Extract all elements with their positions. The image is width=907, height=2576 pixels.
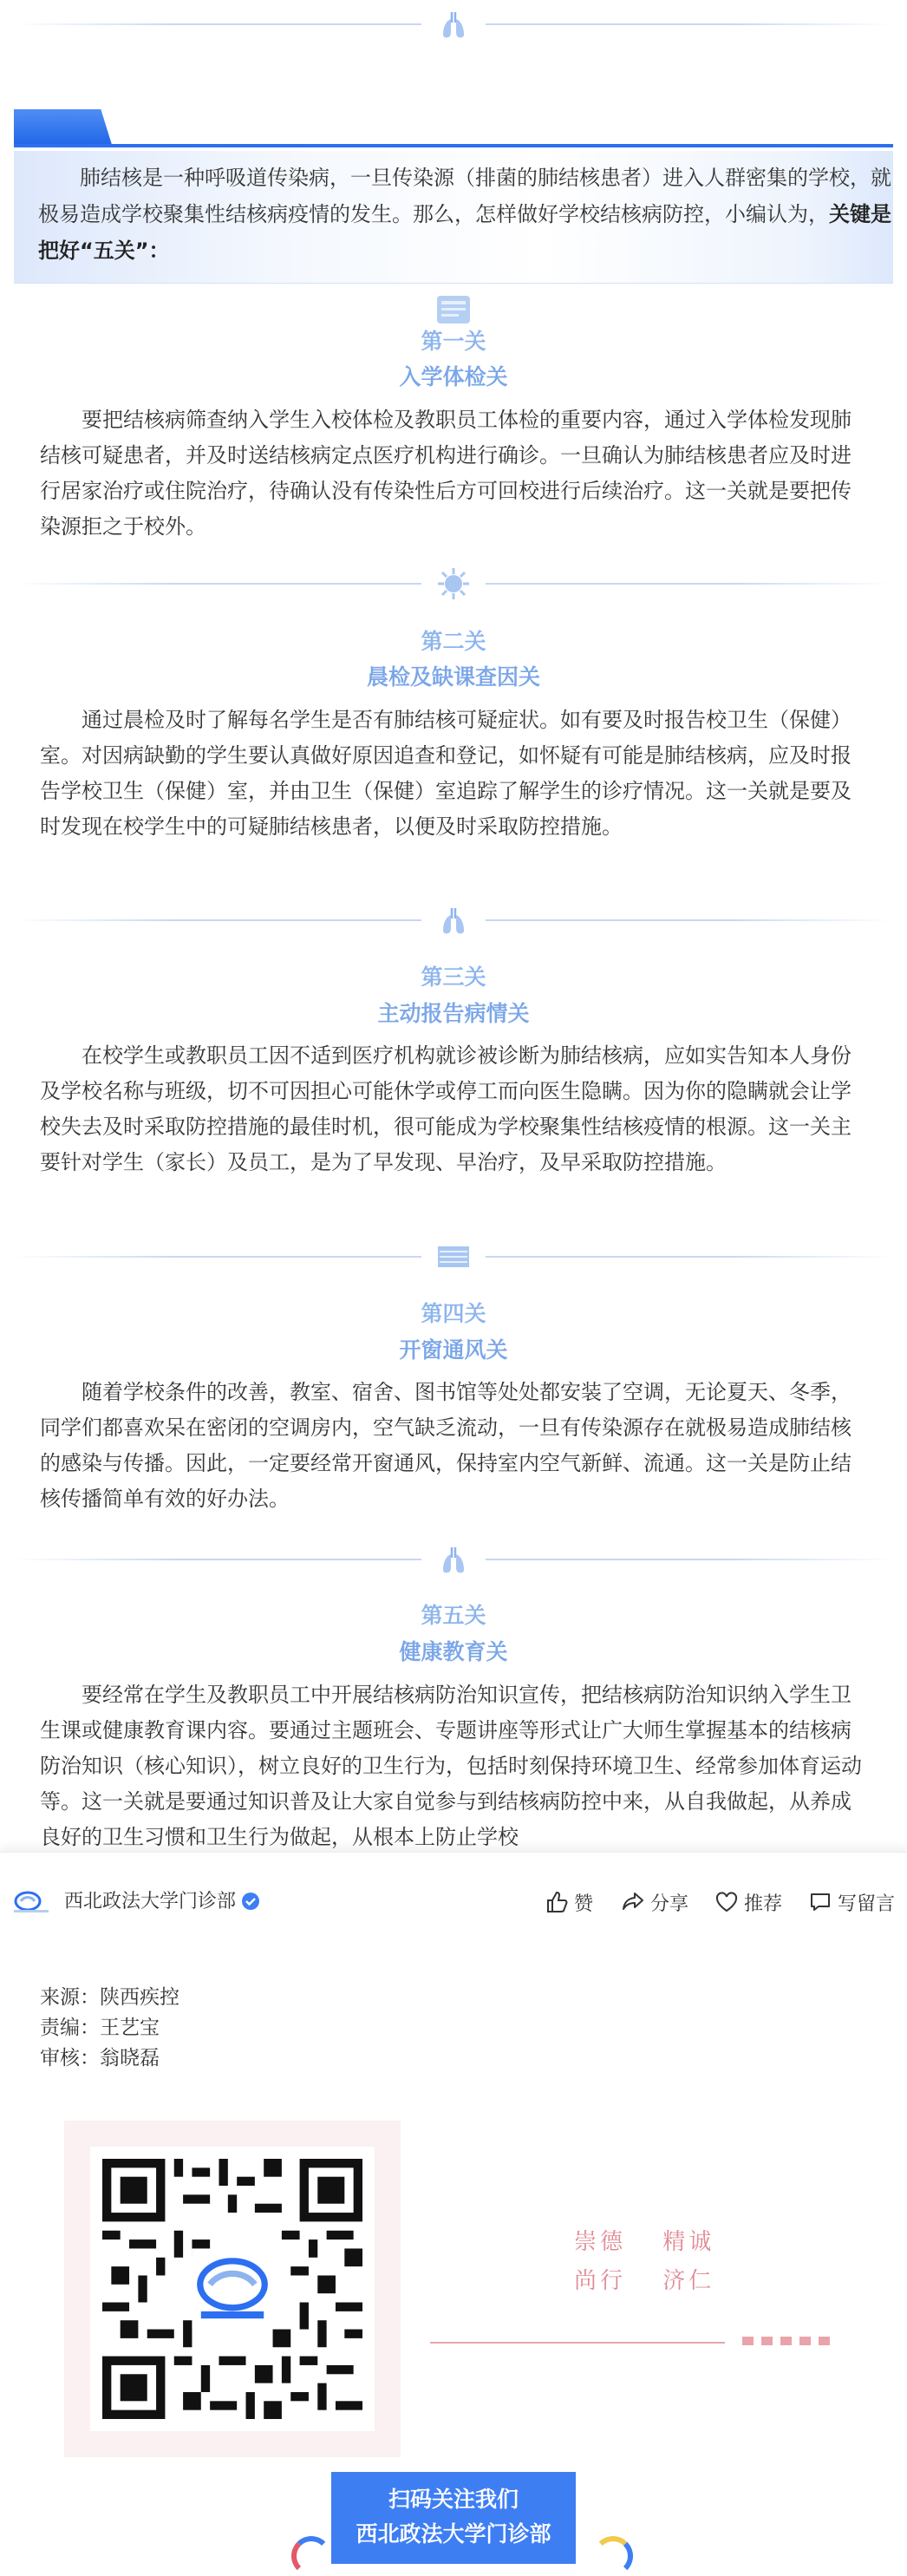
section-1-subtitle: 入学体检关 bbox=[399, 364, 508, 389]
section-5-body: 要经常在学生及教职员工中开展结核病防治知识宣传，把结核病防治知识纳入学生卫生课或健康教育课内容。要通过主题班会、专题讲座等形式让广大师生掌握基本的结核病防治知识（核心知识），树立良好的卫生行为，包括时刻保持环境卫生、经常参加体育运动等。这一关就是要通过知识普及让大家自觉参与到结核病防控中来，从自我做起，从养成良好的卫生习惯和卫生行为做起，从根本上防止学校 bbox=[40, 1683, 862, 1849]
account-logo-icon[interactable] bbox=[14, 1891, 49, 1913]
intro-text bbox=[38, 160, 897, 269]
share-button[interactable] bbox=[621, 1887, 688, 1917]
recommend-button[interactable] bbox=[715, 1887, 782, 1917]
decorative-dots bbox=[742, 2337, 838, 2347]
window-icon bbox=[427, 1239, 480, 1274]
divider-section-5 bbox=[14, 1542, 893, 1577]
lungs-icon bbox=[436, 7, 471, 42]
lungs-icon bbox=[436, 903, 471, 938]
decorative-arc-right bbox=[593, 2536, 633, 2576]
virus-icon bbox=[436, 566, 471, 601]
comment-icon bbox=[808, 1890, 832, 1914]
section-2-subtitle: 晨检及缺课查因关 bbox=[366, 664, 540, 690]
share-label: 分享 bbox=[650, 1893, 689, 1915]
qr-card bbox=[90, 2147, 375, 2431]
intro-text-bold: 关键是把好“五关”： bbox=[38, 202, 891, 263]
section-4-title: 第四关 bbox=[421, 1301, 486, 1326]
article-action-bar bbox=[0, 1852, 907, 1952]
section-4-body: 随着学校条件的改善，教室、宿舍、图书馆等处处都安装了空调，无论夏天、冬季，同学们都喜欢呆在密闭的空调房内，空气缺乏流动，一旦有传染源存在就极易造成肺结核的感染与传播。因此，一定要经常开窗通风，保持室内空气新鲜、流通。这一关是防止结核传播简单有效的好办法。 bbox=[40, 1380, 852, 1511]
section-5-clip bbox=[0, 1677, 907, 1852]
qr-code-icon[interactable] bbox=[102, 2159, 362, 2419]
banner-line bbox=[14, 144, 893, 147]
credit-source: 来源：陕西疾控 bbox=[40, 1986, 179, 2009]
thumbs-up-icon bbox=[545, 1890, 569, 1914]
comment-button[interactable] bbox=[808, 1887, 895, 1917]
cta-line-2: 西北政法大学门诊部 bbox=[356, 2521, 551, 2547]
divider-section-4 bbox=[14, 1239, 893, 1274]
section-1-body: 要把结核病筛查纳入学生入校体检及教职员工体检的重要内容，通过入学体检发现肺结核可疑患者，并及时送结核病定点医疗机构进行确诊。一旦确认为肺结核患者应及时进行居家治疗或住院治疗，待确认没有传染性后方可回校进行后续治疗。这一关就是要把传染源拒之于校外。 bbox=[40, 408, 852, 539]
section-5-title: 第五关 bbox=[421, 1603, 486, 1628]
section-2-title: 第二关 bbox=[421, 629, 486, 654]
decorative-line bbox=[430, 2342, 725, 2344]
heart-icon bbox=[715, 1890, 739, 1914]
decorative-arc-left bbox=[291, 2536, 331, 2576]
share-icon bbox=[621, 1890, 645, 1914]
recommend-label: 推荐 bbox=[744, 1893, 783, 1915]
banner-tab bbox=[14, 109, 113, 147]
divider-section-2 bbox=[14, 566, 893, 601]
motto-line-2: 尚行 济仁 bbox=[574, 2268, 715, 2294]
credit-reviewer: 审核：翁晓磊 bbox=[40, 2047, 160, 2069]
divider-top bbox=[14, 7, 893, 42]
comment-label: 写留言 bbox=[838, 1893, 896, 1915]
follow-us-banner[interactable] bbox=[331, 2472, 576, 2564]
divider-section-3 bbox=[14, 903, 893, 938]
account-name[interactable]: 西北政法大学门诊部 bbox=[64, 1891, 237, 1912]
intro-text-plain: 肺结核是一种呼吸道传染病，一旦传染源（排菌的肺结核患者）进入人群密集的学校，就极易造成学校聚集性结核病疫情的发生。那么，怎样做好学校结核病防控，小编认为， bbox=[38, 166, 891, 226]
clipboard-icon bbox=[428, 292, 479, 327]
section-1-title: 第一关 bbox=[421, 329, 486, 354]
like-label: 赞 bbox=[574, 1893, 594, 1915]
section-3-body: 在校学生或教职员工因不适到医疗机构就诊被诊断为肺结核病，应如实告知本人身份及学校名称与班级，切不可因担心可能休学或停工而向医生隐瞒。因为你的隐瞒就会让学校失去及时采取防控措施的最佳时机，很可能成为学校聚集性结核疫情的根源。这一关主要针对学生（家长）及员工，是为了早发现、早治疗，及早采取防控措施。 bbox=[40, 1043, 852, 1174]
like-button[interactable] bbox=[545, 1887, 593, 1917]
intro-box bbox=[14, 151, 893, 284]
cta-line-1: 扫码关注我们 bbox=[388, 2487, 519, 2512]
credit-editor: 责编：王艺宝 bbox=[40, 2017, 160, 2039]
lungs-icon bbox=[436, 1542, 471, 1577]
section-4-subtitle: 开窗通风关 bbox=[399, 1337, 508, 1363]
section-3-subtitle: 主动报告病情关 bbox=[377, 1001, 530, 1026]
section-5-subtitle: 健康教育关 bbox=[399, 1639, 508, 1664]
section-2-body: 通过晨检及时了解每名学生是否有肺结核可疑症状。如有要及时报告校卫生（保健）室。对因病缺勤的学生要认真做好原因追查和登记，如怀疑有可能是肺结核病，应及时报告学校卫生（保健）室，并由卫生（保健）室追踪了解学生的诊疗情况。这一关就是要及时发现在校学生中的可疑肺结核患者，以便及时采取防控措施。 bbox=[40, 708, 852, 839]
section-3-title: 第三关 bbox=[421, 964, 486, 990]
verified-badge-icon bbox=[241, 1892, 260, 1911]
motto-line-1: 崇德 精诚 bbox=[574, 2229, 715, 2255]
